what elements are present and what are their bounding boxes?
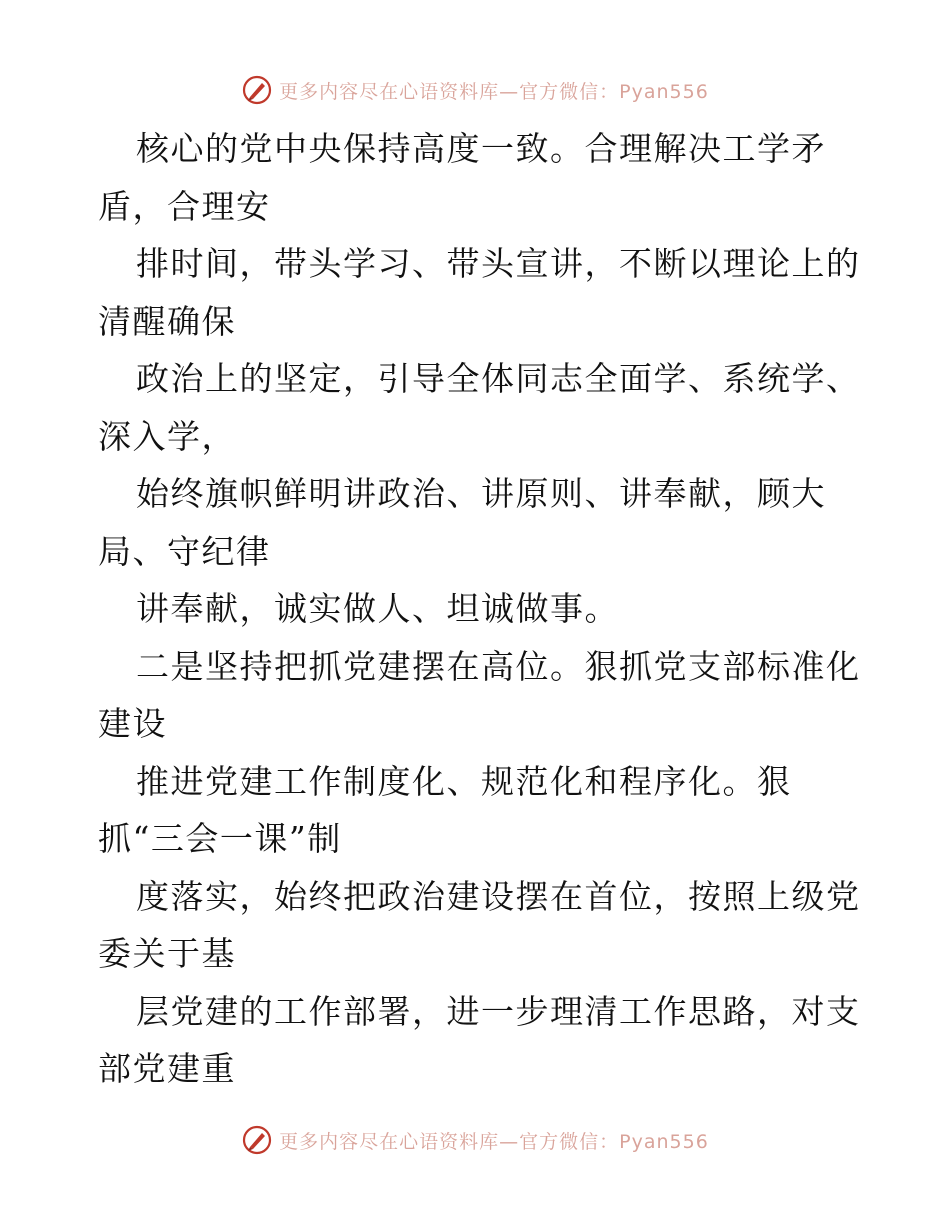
watermark-footer	[0, 1120, 950, 1160]
text-line: 清醒确保	[98, 301, 236, 341]
text-line: 推进党建工作制度化、规范化和程序化。狠	[136, 761, 792, 801]
text-line: 委关于基	[98, 934, 236, 973]
text-line: 讲奉献，诚实做人、坦诚做事。	[136, 589, 619, 628]
document-body	[98, 120, 861, 1098]
watermark-header	[0, 70, 950, 110]
text-line: 始终旗帜鲜明讲政治、讲原则、讲奉献，顾大	[136, 474, 826, 513]
text-line: 二是坚持把抓党建摆在高位。狠抓党支部标准化	[136, 646, 861, 686]
quill-pen-logo-icon	[241, 74, 273, 106]
text-line: 局、守纪律	[98, 531, 271, 571]
text-line: 深入学，	[98, 416, 236, 456]
text-line: 抓“三会一课”制	[98, 819, 342, 858]
text-line: 建设	[98, 704, 167, 743]
text-line: 层党建的工作部署，进一步理清工作思路，对支	[136, 991, 861, 1031]
text-line: 盾，合理安	[98, 186, 271, 226]
text-line: 政治上的坚定，引导全体同志全面学、系统学、	[136, 359, 861, 398]
quill-pen-logo-icon	[241, 1124, 273, 1156]
text-line: 核心的党中央保持高度一致。合理解决工学矛	[136, 129, 826, 168]
watermark-text: 更多内容尽在心语资料库—官方微信：Pyan556	[279, 80, 709, 103]
text-line: 部党建重	[98, 1049, 236, 1088]
watermark-text: 更多内容尽在心语资料库—官方微信：Pyan556	[279, 1130, 709, 1153]
text-line: 度落实，始终把政治建设摆在首位，按照上级党	[136, 876, 861, 916]
text-line: 排时间，带头学习、带头宣讲，不断以理论上的	[136, 244, 861, 283]
